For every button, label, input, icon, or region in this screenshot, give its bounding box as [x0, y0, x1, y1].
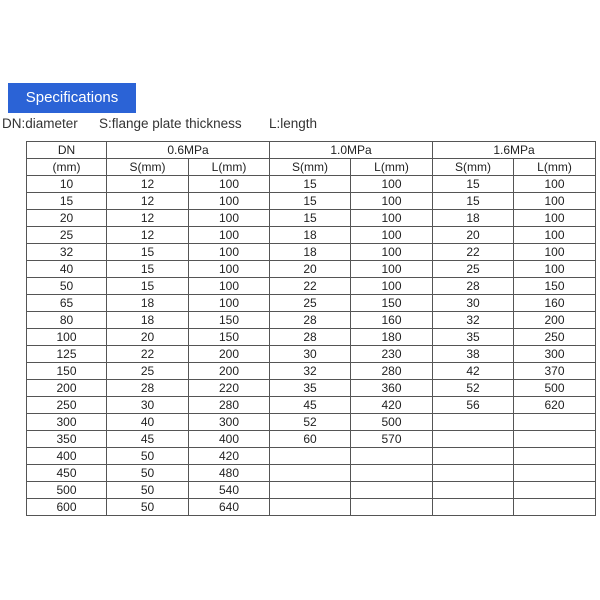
- table-row: [27, 295, 596, 312]
- table-cell-s-1-6: 38: [433, 346, 514, 363]
- table-cell-dn: 125: [27, 346, 107, 363]
- table-row: [27, 278, 596, 295]
- table-cell-l-1-0: [351, 465, 433, 482]
- header-s-0-6: S(mm): [107, 159, 189, 176]
- table-cell-l-1-0: [351, 482, 433, 499]
- table-cell-l-1-6: [514, 482, 596, 499]
- table-cell-l-1-0: 100: [351, 193, 433, 210]
- table-cell-l-1-0: 180: [351, 329, 433, 346]
- table-row: [27, 193, 596, 210]
- table-cell-s-1-6: 35: [433, 329, 514, 346]
- table-cell-s-1-6: 56: [433, 397, 514, 414]
- table-cell-l-1-0: 280: [351, 363, 433, 380]
- table-row: [27, 431, 596, 448]
- table-cell-s-1-6: 28: [433, 278, 514, 295]
- table-cell-l-1-0: [351, 448, 433, 465]
- table-cell-l-1-0: 100: [351, 210, 433, 227]
- table-cell-l-1-0: 570: [351, 431, 433, 448]
- table-cell-s-1-0: 60: [270, 431, 351, 448]
- table-row: [27, 329, 596, 346]
- table-cell-s-1-0: 25: [270, 295, 351, 312]
- table-header-row-pressure: [27, 142, 596, 159]
- table-cell-s-1-0: 15: [270, 176, 351, 193]
- header-dn-unit: (mm): [27, 159, 107, 176]
- table-cell-l-0-6: 100: [189, 176, 270, 193]
- table-cell-s-1-0: [270, 465, 351, 482]
- table-cell-s-1-6: 18: [433, 210, 514, 227]
- table-cell-dn: 100: [27, 329, 107, 346]
- table-cell-s-1-6: [433, 482, 514, 499]
- table-row: [27, 312, 596, 329]
- table-cell-l-1-6: 100: [514, 261, 596, 278]
- table-cell-s-0-6: 12: [107, 210, 189, 227]
- table-row: [27, 210, 596, 227]
- table-cell-s-0-6: 50: [107, 499, 189, 516]
- table-row: [27, 499, 596, 516]
- table-row: [27, 465, 596, 482]
- table-row: [27, 346, 596, 363]
- table-cell-l-1-0: 150: [351, 295, 433, 312]
- table-cell-l-1-6: 500: [514, 380, 596, 397]
- table-row: [27, 414, 596, 431]
- header-pressure-0-6: 0.6MPa: [107, 142, 270, 159]
- table-row: [27, 261, 596, 278]
- table-cell-l-1-6: 620: [514, 397, 596, 414]
- table-cell-s-0-6: 28: [107, 380, 189, 397]
- table-cell-dn: 600: [27, 499, 107, 516]
- table-cell-l-1-0: 160: [351, 312, 433, 329]
- table-cell-l-1-0: 100: [351, 244, 433, 261]
- table-cell-dn: 40: [27, 261, 107, 278]
- table-cell-l-1-6: 250: [514, 329, 596, 346]
- table-cell-l-0-6: 100: [189, 227, 270, 244]
- legend-l: L:length: [269, 116, 318, 131]
- table-cell-l-0-6: 150: [189, 312, 270, 329]
- table-cell-s-0-6: 18: [107, 295, 189, 312]
- table-cell-s-0-6: 12: [107, 193, 189, 210]
- table-cell-dn: 400: [27, 448, 107, 465]
- table-cell-l-1-0: 420: [351, 397, 433, 414]
- table-cell-l-1-6: 160: [514, 295, 596, 312]
- header-s-1-0: S(mm): [270, 159, 351, 176]
- table-cell-s-0-6: 50: [107, 482, 189, 499]
- table-cell-l-0-6: 100: [189, 261, 270, 278]
- table-cell-l-1-6: 100: [514, 244, 596, 261]
- table-cell-l-1-0: 100: [351, 176, 433, 193]
- table-cell-s-0-6: 50: [107, 448, 189, 465]
- table-cell-s-0-6: 12: [107, 227, 189, 244]
- table-cell-s-0-6: 25: [107, 363, 189, 380]
- table-cell-s-0-6: 22: [107, 346, 189, 363]
- table-cell-l-0-6: 100: [189, 244, 270, 261]
- table-cell-s-1-6: 25: [433, 261, 514, 278]
- table-cell-s-0-6: 15: [107, 244, 189, 261]
- table-cell-l-0-6: 220: [189, 380, 270, 397]
- table-cell-s-1-0: 52: [270, 414, 351, 431]
- table-cell-l-0-6: 100: [189, 295, 270, 312]
- table-cell-l-1-6: 100: [514, 176, 596, 193]
- table-cell-s-1-0: [270, 482, 351, 499]
- table-cell-s-1-6: 15: [433, 176, 514, 193]
- table-cell-l-1-6: 100: [514, 193, 596, 210]
- table-cell-dn: 500: [27, 482, 107, 499]
- header-l-0-6: L(mm): [189, 159, 270, 176]
- table-row: [27, 363, 596, 380]
- table-cell-s-1-0: 35: [270, 380, 351, 397]
- table-cell-l-1-0: 100: [351, 261, 433, 278]
- table-cell-s-1-0: 45: [270, 397, 351, 414]
- table-cell-dn: 25: [27, 227, 107, 244]
- table-cell-s-0-6: 15: [107, 261, 189, 278]
- table-cell-dn: 80: [27, 312, 107, 329]
- table-cell-l-0-6: 200: [189, 346, 270, 363]
- table-cell-s-1-6: 20: [433, 227, 514, 244]
- table-cell-dn: 300: [27, 414, 107, 431]
- table-row: [27, 397, 596, 414]
- table-cell-l-1-0: 360: [351, 380, 433, 397]
- table-cell-s-1-6: 30: [433, 295, 514, 312]
- table-cell-l-1-6: [514, 414, 596, 431]
- legend-dn: DN:diameter: [2, 116, 78, 131]
- table-cell-dn: 20: [27, 210, 107, 227]
- table-cell-s-0-6: 20: [107, 329, 189, 346]
- table-row: [27, 482, 596, 499]
- table-cell-l-0-6: 300: [189, 414, 270, 431]
- table-cell-s-1-6: [433, 499, 514, 516]
- table-cell-s-0-6: 50: [107, 465, 189, 482]
- table-cell-l-1-6: 200: [514, 312, 596, 329]
- table-cell-l-0-6: 640: [189, 499, 270, 516]
- table-cell-l-0-6: 150: [189, 329, 270, 346]
- table-row: [27, 448, 596, 465]
- table-cell-s-1-6: [433, 431, 514, 448]
- table-cell-l-1-6: [514, 465, 596, 482]
- table-cell-l-1-6: 300: [514, 346, 596, 363]
- specifications-badge: Specifications: [8, 83, 136, 113]
- table-cell-l-1-6: [514, 431, 596, 448]
- specifications-table: [26, 141, 596, 516]
- table-cell-l-0-6: 100: [189, 210, 270, 227]
- table-cell-l-1-6: 100: [514, 210, 596, 227]
- table-cell-dn: 32: [27, 244, 107, 261]
- table-cell-dn: 50: [27, 278, 107, 295]
- table-cell-l-1-0: 230: [351, 346, 433, 363]
- header-l-1-0: L(mm): [351, 159, 433, 176]
- table-cell-dn: 250: [27, 397, 107, 414]
- table-cell-s-0-6: 30: [107, 397, 189, 414]
- table-cell-s-1-6: [433, 414, 514, 431]
- table-row: [27, 227, 596, 244]
- header-s-1-6: S(mm): [433, 159, 514, 176]
- header-dn: DN: [27, 142, 107, 159]
- header-pressure-1-6: 1.6MPa: [433, 142, 596, 159]
- table-cell-s-1-6: 52: [433, 380, 514, 397]
- table-cell-dn: 200: [27, 380, 107, 397]
- table-cell-dn: 15: [27, 193, 107, 210]
- table-row: [27, 380, 596, 397]
- table-cell-s-1-6: 15: [433, 193, 514, 210]
- table-cell-s-1-0: 15: [270, 193, 351, 210]
- table-cell-s-1-0: [270, 499, 351, 516]
- table-cell-l-0-6: 540: [189, 482, 270, 499]
- table-cell-s-0-6: 45: [107, 431, 189, 448]
- table-cell-l-1-6: 370: [514, 363, 596, 380]
- table-cell-l-0-6: 200: [189, 363, 270, 380]
- table-cell-l-1-6: 100: [514, 227, 596, 244]
- table-cell-l-0-6: 100: [189, 193, 270, 210]
- table-body: [27, 142, 596, 516]
- table-cell-l-0-6: 400: [189, 431, 270, 448]
- table-cell-dn: 150: [27, 363, 107, 380]
- table-cell-dn: 450: [27, 465, 107, 482]
- table-cell-l-0-6: 480: [189, 465, 270, 482]
- table-row: [27, 176, 596, 193]
- table-cell-l-0-6: 100: [189, 278, 270, 295]
- table-cell-dn: 10: [27, 176, 107, 193]
- table-cell-l-1-6: [514, 499, 596, 516]
- table-header-row-units: [27, 159, 596, 176]
- table-row: [27, 244, 596, 261]
- table-cell-s-1-6: [433, 465, 514, 482]
- table-cell-s-1-0: 32: [270, 363, 351, 380]
- table-cell-s-0-6: 18: [107, 312, 189, 329]
- table-cell-s-1-6: 32: [433, 312, 514, 329]
- table-cell-l-0-6: 280: [189, 397, 270, 414]
- table-cell-l-1-6: [514, 448, 596, 465]
- table-cell-s-1-0: 30: [270, 346, 351, 363]
- header-pressure-1-0: 1.0MPa: [270, 142, 433, 159]
- header-l-1-6: L(mm): [514, 159, 596, 176]
- table-cell-l-1-0: 100: [351, 278, 433, 295]
- table-cell-l-1-6: 150: [514, 278, 596, 295]
- table-cell-dn: 350: [27, 431, 107, 448]
- table-cell-s-1-0: 18: [270, 227, 351, 244]
- table-cell-s-1-6: [433, 448, 514, 465]
- table-cell-s-1-0: 28: [270, 329, 351, 346]
- table-cell-l-1-0: 100: [351, 227, 433, 244]
- table-cell-s-1-6: 22: [433, 244, 514, 261]
- table-cell-s-1-0: 18: [270, 244, 351, 261]
- table-cell-s-1-0: 22: [270, 278, 351, 295]
- table-cell-s-0-6: 15: [107, 278, 189, 295]
- table-cell-s-1-0: 15: [270, 210, 351, 227]
- table-cell-s-1-0: [270, 448, 351, 465]
- table-cell-s-1-0: 20: [270, 261, 351, 278]
- table-cell-l-0-6: 420: [189, 448, 270, 465]
- table-cell-dn: 65: [27, 295, 107, 312]
- table-cell-s-0-6: 40: [107, 414, 189, 431]
- table-cell-l-1-0: 500: [351, 414, 433, 431]
- table-cell-s-0-6: 12: [107, 176, 189, 193]
- table-cell-s-1-0: 28: [270, 312, 351, 329]
- legend-s: S:flange plate thickness: [99, 116, 242, 131]
- table-cell-s-1-6: 42: [433, 363, 514, 380]
- table-cell-l-1-0: [351, 499, 433, 516]
